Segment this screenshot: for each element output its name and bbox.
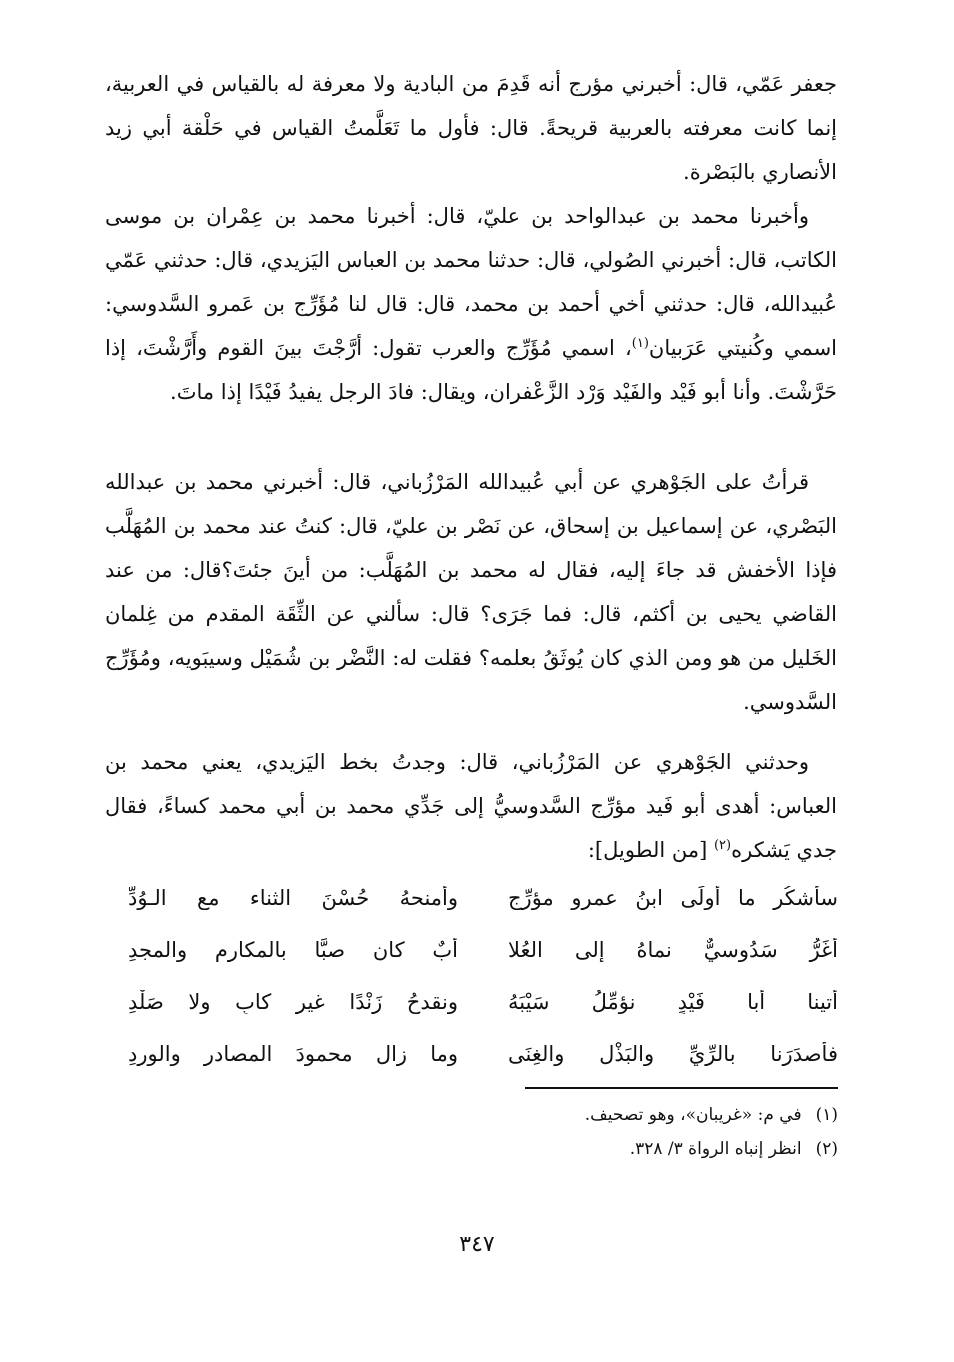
footnotes: [300, 1098, 838, 1166]
footnote-number: (٢): [815, 1139, 838, 1159]
verse-second-hemistich: أبٌ كان صبًّا بالمكارم والمجدِ: [128, 938, 458, 962]
paragraph-4: [105, 740, 837, 872]
footnote-text: في م: «غريبان»، وهو تصحيف.: [584, 1105, 802, 1125]
verse-first-hemistich: فأصدَرَنا بالرِّيِّ والبَذْلِ والغِنَى: [508, 1042, 838, 1066]
verse-first-hemistich: أتينا أبا فَيْدٍ نؤمِّلُ سَيْبَهُ: [508, 990, 838, 1014]
paragraph-text: وحدثني الجَوْهري عن المَرْزُباني، قال: وجدتُ بخط اليَزيدي، يعني محمد بن العباس: أهدى أبو فَيد مؤرِّج السَّدوسيُّ إلى جَدِّي محمد بن أبي محمد كساءً، فقال جدي يَشكره: [105, 750, 837, 862]
footnote-text: انظر إنباه الرواة ٣/ ٣٢٨.: [629, 1139, 802, 1159]
paragraph-text: جعفر عَمّي، قال: أخبرني مؤرج أنه قَدِمَ من البادية ولا معرفة له بالقياس في العربية، إنما كانت معرفته بالعربية قريحةً. قال: فأول ما تَعَلَّمتُ القياس في حَلْقة أبي زيد الأنصاري بالبَصْرة.: [105, 72, 837, 184]
footnote: [300, 1098, 838, 1132]
verse-second-hemistich: وأمنحهُ حُسْنَ الثناء مع الـوُدِّ: [128, 886, 458, 910]
footnote-marker: (٢): [713, 838, 732, 853]
paragraph-1: [105, 62, 837, 194]
poem: [128, 872, 838, 1080]
page-number: ٣٤٧: [459, 1232, 495, 1257]
verse-line: [128, 924, 838, 976]
paragraph-text-continued: [من الطويل]:: [587, 838, 714, 862]
verse-second-hemistich: ونقدحُ زَنْدًا غير كابٍ ولا صَلْدِ: [128, 990, 458, 1014]
footnote: [300, 1132, 838, 1166]
paragraph-2: [105, 194, 837, 414]
verse-first-hemistich: أغَرُّ سَدُوسيٌّ نماهُ إلى العُلا: [508, 938, 838, 962]
footnote-marker: (١): [631, 336, 649, 351]
verse-second-hemistich: وما زال محمودَ المصادرِ والوِردِ: [128, 1042, 458, 1066]
paragraph-3: [105, 460, 837, 724]
footnote-divider: [525, 1087, 838, 1089]
paragraph-text: قرأتُ على الجَوْهري عن أبي عُبيدالله المَرْزُباني، قال: أخبرني محمد بن عبدالله البَصْري، عن إسماعيل بن إسحاق، عن نَصْر بن عليّ، قال: كنتُ عند محمد بن المُهَلَّب فإذا الأخفش قد جاءَ إليه، فقال له محمد بن المُهَلَّب: من أينَ جئتَ؟قال: من عند القاضي يحيى بن أكثم، قال: فما جَرَى؟ قال: سألني عن الثِّقَة المقدم من غِلمان الخَليل من هو ومن الذي كان يُوثَقُ بعلمه؟ فقلت له: النَّضْر بن شُمَيْل وسيبَويه، ومُؤَرِّج السَّدوسي.: [105, 470, 837, 714]
paragraph-body: [105, 740, 837, 872]
paragraph-text-continued: ، اسمي مُؤَرِّج والعرب تقول: أرَّجْتَ بينَ القوم وأَرَّشْتَ، إذا حَرَّشْتَ. وأنا أبو فَيْد والفَيْد وَرْد الزَّعْفران، ويقال: فادَ الرجل يفيدُ فَيْدًا إذا ماتَ.: [105, 336, 837, 404]
verse-line: [128, 976, 838, 1028]
verse-first-hemistich: سأشكُر ما أولَى ابنُ عمرو مؤرِّج: [508, 886, 838, 910]
verse-line: [128, 1028, 838, 1080]
footnote-number: (١): [815, 1105, 838, 1125]
paragraph-body: [105, 194, 837, 414]
paragraph-text: وأخبرنا محمد بن عبدالواحد بن عليّ، قال: أخبرنا محمد بن عِمْران بن موسى الكاتب، قال: أخبرني الصُولي، قال: حدثنا محمد بن العباس اليَزيدي، قال: حدثني عَمّي عُبيدالله، قال: حدثني أخي أحمد بن محمد، قال: قال لنا مُؤَرِّج بن عَمرو السَّدوسي: اسمي وكُنيتي عَرَبيان: [105, 204, 837, 360]
verse-line: [128, 872, 838, 924]
